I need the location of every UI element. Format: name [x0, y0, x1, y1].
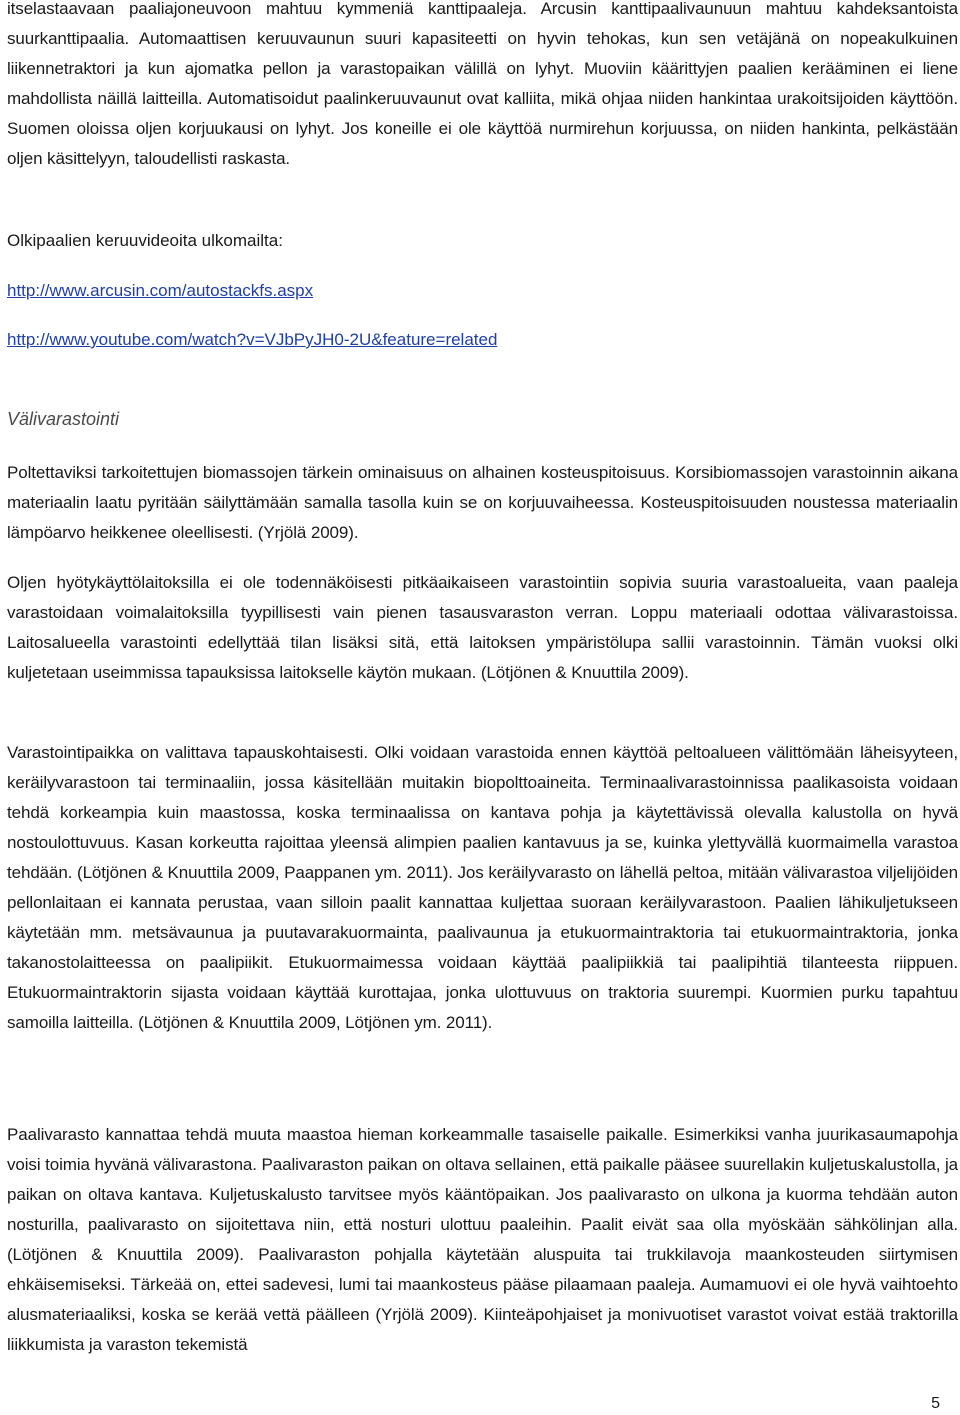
arcusin-link[interactable]: http://www.arcusin.com/autostackfs.aspx — [7, 281, 314, 300]
paragraph-storage-location: Varastointipaikka on valittava tapauskohtaisesti. Olki voidaan varastoida ennen käyttöä peltoalueen välittömään läheisyyteen, keräilyvarastoon tai terminaaliin, jossa käsitellään muitakin biopolttoaineita. Terminaalivarastoinnissa paalikasoista voidaan tehdä korkeampia kuin maastossa, koska terminaalissa on kantava pohja ja käytettävissä olevalla kalustolla on hyvä nostoulottuvuus. Kasan korkeutta rajoittaa yleensä alimpien paalien kantavuus ja se, kuinka ylettyvällä kuormaimella varastoa tehdään. (Lötjönen & Knuuttila 2009, Paappanen ym. 2011). Jos keräilyvarasto on lähellä peltoa, mitään välivarastoa viljelijöiden pellonlaitaan ei kannata perustaa, vaan silloin paalit kannattaa kuljettaa suoraan keräilyvarastoon. Paalien lähikuljetukseen käytetään mm. metsävaunua ja puutavarakuormainta, paalivaunua ja etukuormaintraktoria tai etukuormaintraktoria, jonka takanostolaitteessa on paalipiikit. Etukuormaimessa voidaan käyttää paalipiikkiä tai paalipihtiä tilanteesta riippuen. Etukuormaintraktorin sijasta voidaan käyttää kurottajaa, jonka ulottuvuus on traktoria suurempi. Kuormien purku tapahtuu samoilla laitteilla. (Lötjönen & Knuuttila 2009, Lötjönen ym. 2011). — [7, 743, 958, 1032]
paragraph-bale-storage: Paalivarasto kannattaa tehdä muuta maastoa hieman korkeammalle tasaiselle paikalle. Esimerkiksi vanha juurikasaumapohja voisi toimia hyvänä välivarastona. Paalivaraston paikan on oltava sellainen, että paikalle pääsee suurellakin kuljetuskalustolla, ja paikan on oltava kantava. Kuljetuskalusto tarvitsee myös kääntöpaikan. Jos paalivarasto on ulkona ja kuorma tehdään auton nosturilla, paalivarasto on sijoitettava niin, että nosturi ulottuu paaleihin. Paalit eivät saa olla myöskään sähkölinjan alla. (Lötjönen & Knuuttila 2009). Paalivaraston pohjalla käytetään aluspuita tai trukkilavoja maankosteuden siirtymisen ehkäisemiseksi. Tärkeää on, ettei sadevesi, lumi tai maankosteus pääse pilaamaan paaleja. Aumamuovi ei ole hyvä vaihtoehto alusmateriaaliksi, koska se kerää vettä päälleen (Yrjölä 2009). Kiinteäpohjaiset ja monivuotiset varastot voivat estää traktorilla liikkumista ja varaston tekemistä — [7, 1125, 958, 1354]
paragraph-bale-collection: itselastaavaan paaliajoneuvoon mahtuu kymmeniä kanttipaaleja. Arcusin kanttipaalivaunuun mahtuu kahdeksantoista suurkanttipaalia. Automaattisen keruuvaunun suuri kapasiteetti on hyvin tehokas, kun sen vetäjänä on nopeakulkuinen liikennetraktori ja kun ajomatka pellon ja varastopaikan välillä on lyhyt. Muoviin käärittyjen paalien kerääminen ei liene mahdollista näillä laitteilla. Automatisoidut paalinkeruuvaunut ovat kalliita, mikä ohjaa niiden hankintaa urakoitsijoiden käyttöön. Suomen oloissa oljen korjuukausi on lyhyt. Jos koneille ei ole käyttöä nurmirehun korjuussa, on niiden hankinta, pelkästään oljen käsittelyyn, taloudellisti raskasta. — [7, 0, 958, 168]
videos-label: Olkipaalien keruuvideoita ulkomailta: — [7, 231, 283, 250]
paragraph-moisture: Poltettaviksi tarkoitettujen biomassojen tärkein ominaisuus on alhainen kosteuspitoisuus. Korsibiomassojen varastoinnin aikana materiaalin laatu pyritään säilyttämään samalla tasolla kuin se on korjuuvaiheessa. Kosteuspitoisuuden noustessa materiaalin lämpöarvo heikkenee oleellisesti. (Yrjölä 2009). — [7, 463, 958, 542]
paragraph-plant-storage: Oljen hyötykäyttölaitoksilla ei ole todennäköisesti pitkäaikaiseen varastointiin sopivia suuria varastoalueita, vaan paaleja varastoidaan voimalaitoksilla tyypillisesti vain pienen tasausvaraston verran. Loppu materiaali odottaa välivarastoissa. Laitosalueella varastointi edellyttää tilan lisäksi sitä, että laitoksen ympäristölupa sallii varastoinnin. Tämän vuoksi olki kuljetetaan useimmissa tapauksissa laitokselle käytön mukaan. (Lötjönen & Knuuttila 2009). — [7, 573, 958, 682]
youtube-link[interactable]: http://www.youtube.com/watch?v=VJbPyJH0-2U&feature=related — [7, 330, 498, 349]
section-heading: Välivarastointi — [7, 409, 120, 429]
page-number: 5 — [931, 1395, 940, 1412]
